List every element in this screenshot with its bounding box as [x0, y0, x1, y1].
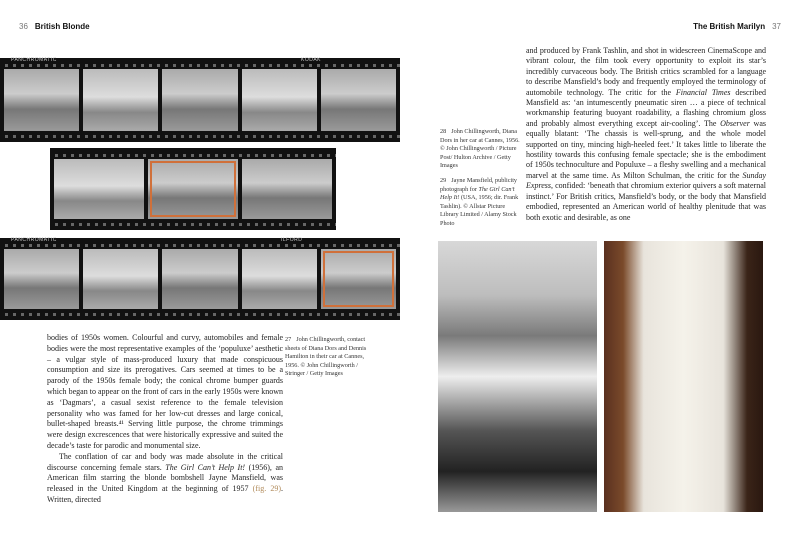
- right-running-header: [693, 22, 788, 31]
- caption-text: (USA, 1956; dir. Frank Tashlin). © Allstar Picture Library Limited / Alamy Stock Photo: [440, 194, 519, 227]
- caption-29: [440, 177, 520, 229]
- film-title: The Girl Can’t Help It!: [165, 462, 246, 472]
- right-header-title: The British Marilyn: [693, 22, 766, 31]
- film-label: PANCHROMATIC: [11, 57, 57, 63]
- page-number-left: 36: [19, 22, 28, 31]
- photo-frame: [4, 69, 79, 131]
- paragraph: [47, 452, 283, 506]
- contact-sheet-strip-1: [0, 58, 400, 142]
- page-number-right: 37: [772, 22, 781, 31]
- sprocket-holes: [0, 244, 400, 247]
- caption-27: [285, 336, 367, 385]
- photo-jayne-mansfield: [604, 241, 763, 512]
- caption-text: John Chillingworth, Diana Dors in her car at Cannes, 1956. © John Chillingworth / Picture Post/ Hulton Archive / Getty Images: [440, 128, 520, 170]
- left-running-header: [12, 22, 90, 31]
- paragraph: bodies of 1950s women. Colourful and curvy, automobiles and female bodies were the most representative examples of the ‘populuxe’ aesthetic – a vulgar style of mass-produced luxury that made conspicuous consumption and size its prerogatives. Cars seemed at times to be a parody of the 1950s female body; the conical chrome bumper guards which began to appear on the front of cars in the early 1950s were known as ‘Dagmars’, a casual sexist reference to the female television personality who was famed for her low-cut dresses and large conical, bullet-shaped breasts.⁴¹ Serving little purpose, the chrome trimmings were design excrescences that were historically expressive and suited the decade’s taste for parodic and monumental size.: [47, 333, 283, 450]
- publication-title: Observer: [720, 118, 750, 128]
- left-header-title: British Blonde: [34, 22, 90, 31]
- photo-frame: [162, 249, 237, 309]
- sprocket-holes: [50, 154, 336, 157]
- photo-frame: [321, 69, 396, 131]
- photo-diana-dors-car: [438, 241, 597, 512]
- captions-28-29: [440, 128, 520, 235]
- photo-frame: [83, 69, 158, 131]
- photo-frame: [83, 249, 158, 309]
- caption-28: [440, 128, 520, 171]
- contact-sheet-strip-2: [50, 148, 336, 230]
- film-title: The Girl Can’t Help It!: [440, 185, 515, 202]
- publication-title: Financial Times: [675, 87, 731, 97]
- photo-frame: [54, 159, 144, 219]
- sprocket-holes: [50, 223, 336, 226]
- left-body-text: [47, 333, 283, 506]
- text: (1956), an American film starring the blonde bombshell Jayne Mansfield, was released in the United Kingdom at the beginning of 1957: [47, 462, 284, 494]
- photo-frame-marked: [148, 159, 238, 219]
- right-body-text: [526, 46, 766, 223]
- photo-frame: [242, 69, 317, 131]
- film-label: KODAK: [301, 57, 322, 63]
- sprocket-holes: [0, 64, 400, 67]
- paragraph: [526, 46, 766, 223]
- caption-number: 27: [285, 336, 292, 343]
- caption-number: 29: [440, 176, 447, 184]
- sprocket-holes: [0, 313, 400, 316]
- figure-reference-link[interactable]: (fig. 29): [252, 484, 281, 494]
- photo-frame-marked: [321, 249, 396, 309]
- contact-sheet-strip-3: [0, 238, 400, 320]
- photo-frame: [4, 249, 79, 309]
- text: described Mansfield as: ‘an intumescently pneumatic siren … a piece of technical workmanship featuring buoyant roadability, a flashing chromium gloss and probably almost everything except air-cooling’. The: [526, 87, 766, 128]
- sprocket-holes: [0, 135, 400, 138]
- publication-title: Sunday Express: [526, 170, 766, 191]
- text: . Written, directed: [47, 484, 283, 504]
- caption-number: 28: [440, 128, 447, 135]
- text: was equally blatant: ‘The chassis is well-sprung, and the whole model supported on tiny, mincing high-heeled feet.’ It takes little to liberate the hostility towards this confusing female spectacle; she is the embodiment of 1950s technoculture and Populuxe – a fleshy swelling and a mechanical marvel at the same time. As Milton Schulman, the critic for the: [526, 118, 766, 180]
- photo-frame: [162, 69, 237, 131]
- film-label: PANCHROMATIC: [11, 237, 57, 243]
- photo-frame: [242, 249, 317, 309]
- photo-frame: [242, 159, 332, 219]
- film-label: ILFORD: [281, 237, 303, 243]
- text: and produced by Frank Tashlin, and shot in widescreen CinemaScope and vibrant colour, the film took every opportunity to exploit its star’s incredibly curvaceous body. The British critics scrambled for a language to describe Mansfield’s body and frequently employed the terminology of automobile technology. The critic for the: [526, 46, 766, 97]
- caption-text: John Chillingworth, contact sheets of Diana Dors and Dennis Hamilton in their car at Cannes, 1956. © John Chillingworth / Stringer / Getty Images: [285, 336, 367, 378]
- caption-text: Jayne Mansfield, publicity photograph for: [440, 176, 518, 193]
- text: , confided: ‘beneath that chromium exterior quivers a soft maternal instinct.’ For British critics, Mansfield’s body, or the body that Mansfield embodied, represented an American world of healthy plenitude that was both exotic and desirable, as one: [526, 181, 766, 222]
- text: The conflation of car and body was made absolute in the critical discourse concerning female stars.: [47, 451, 283, 472]
